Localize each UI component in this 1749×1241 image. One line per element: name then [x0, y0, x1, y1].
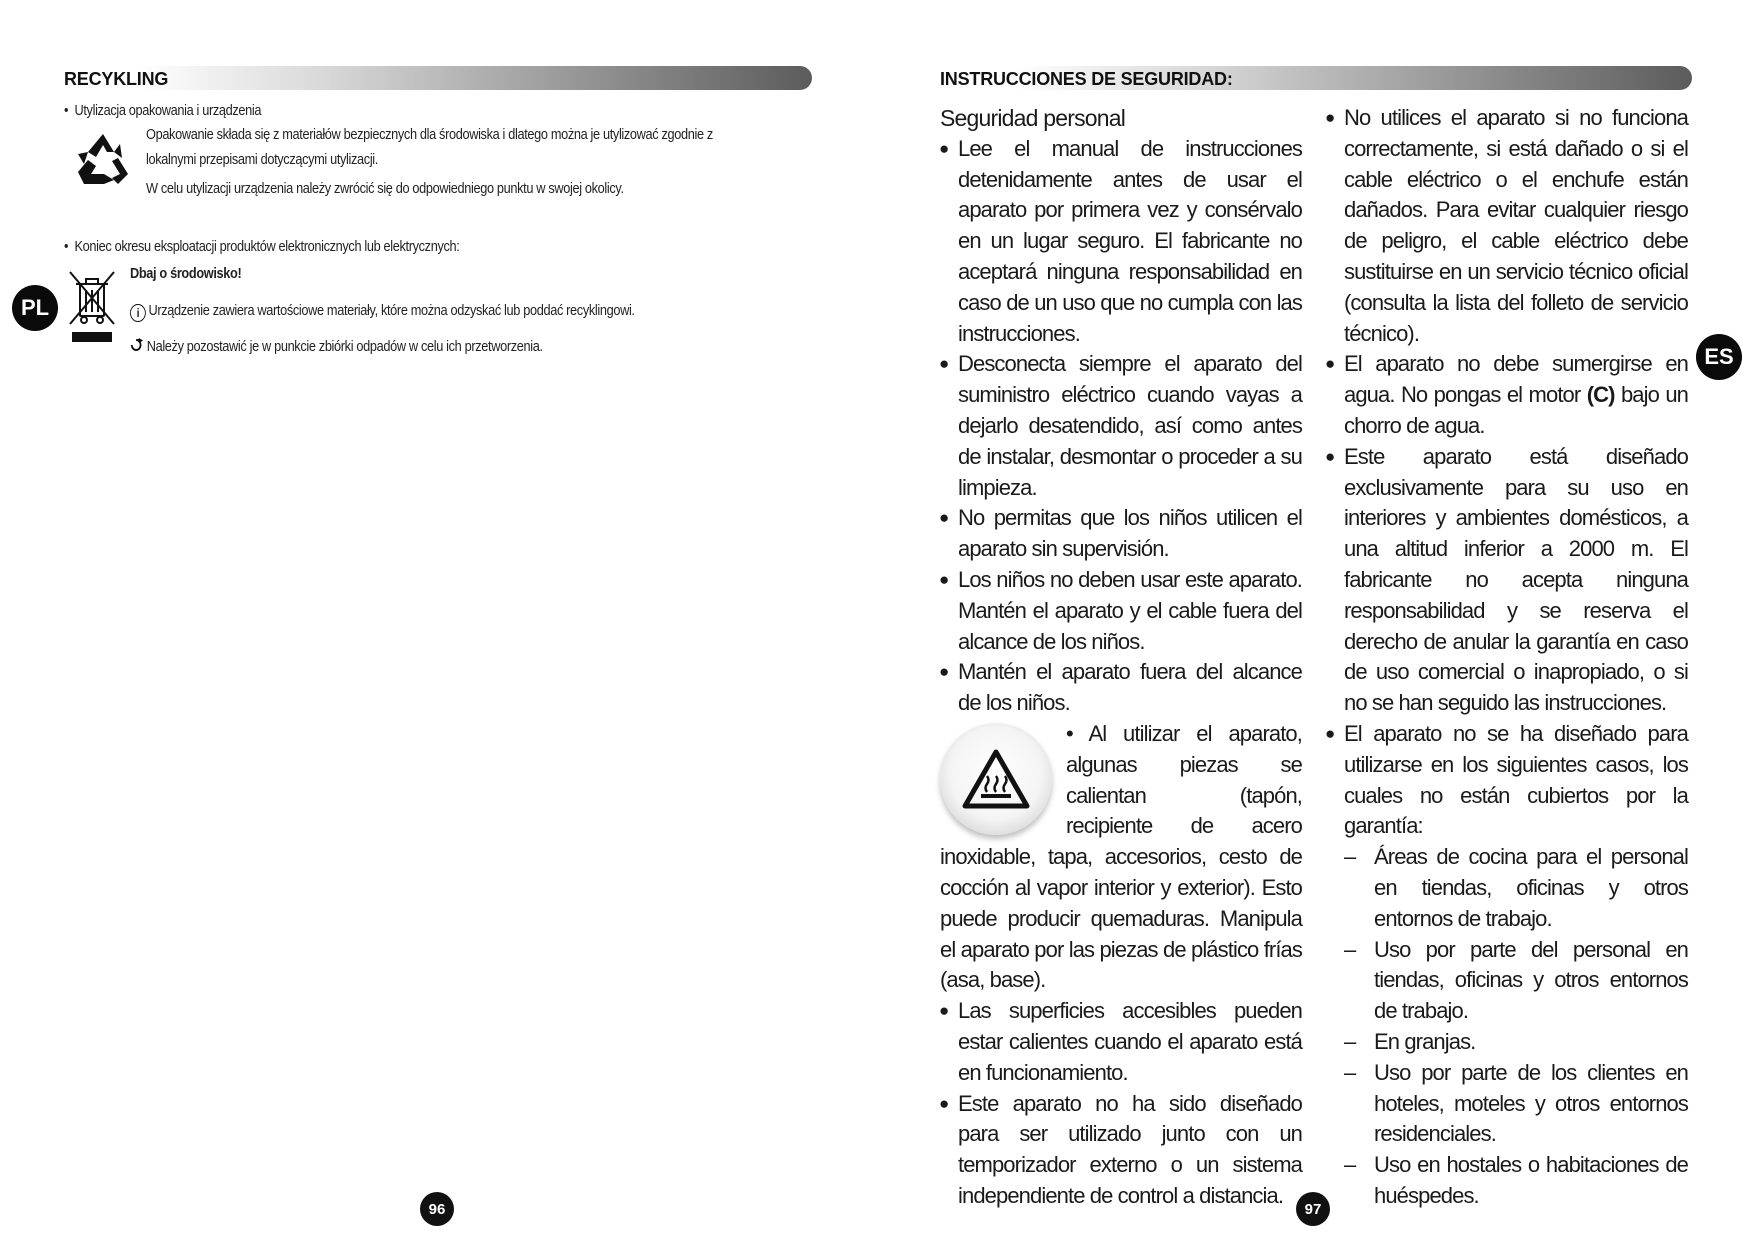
list-item: ● Este aparato está diseñado exclusivamente para su uso en interiores y ambientes domésticos, a una altitud inferior a 2000 m. El fabricante no acepta ninguna responsabilidad y se reserva el derecho de anular la garantía en caso de uso comercial o inapropiado, o si no se han seguido las instrucciones.: [1326, 442, 1688, 719]
hot-surface-icon: [940, 723, 1052, 835]
page-number-left: 96: [420, 1192, 454, 1226]
eco-line-2-text: Należy pozostawić je w punkcie zbiórki odpadów w celu ich przetworzenia.: [146, 339, 543, 355]
recycle-text-1: Opakowanie składa się z materiałów bezpiecznych dla środowiska i dlatego można je utylizować zgodnie z: [146, 127, 713, 143]
safety-list-2: [1326, 103, 1688, 1212]
list-item: ● Las superficies accesibles pueden estar calientes cuando el aparato está en funcionamiento.: [940, 996, 1302, 1088]
list-item-dash: – Uso en hostales o habitaciones de huéspedes.: [1326, 1150, 1688, 1212]
hot-surface-warning: [940, 719, 1302, 996]
safety-list-1: [940, 134, 1302, 719]
header-gradient-bar: [64, 66, 812, 90]
bullet-end-of-life: [64, 235, 459, 260]
bullet-dot: •: [64, 103, 75, 119]
list-item: ● Lee el manual de instrucciones detenidamente antes de usar el aparato por primera vez y consérvalo en un lugar seguro. El fabricante no aceptará ninguna responsabilidad en caso de un uso que no cumpla con las instrucciones.: [940, 134, 1302, 350]
lang-tab-pl: PL: [12, 285, 58, 331]
section-title-safety: INSTRUCCIONES DE SEGURIDAD:: [940, 69, 1233, 89]
list-item: ● Los niños no deben usar este aparato. Mantén el aparato y el cable fuera del alcance de los niños.: [940, 565, 1302, 657]
eco-title: Dbaj o środowisko!: [130, 266, 242, 282]
recycle-icon: [74, 130, 132, 188]
motor-label: (C): [1586, 382, 1615, 408]
bullet-packaging: [64, 99, 261, 124]
bullet-end-of-life-text: Koniec okresu eksploatacji produktów elektronicznych lub elektrycznych:: [74, 239, 460, 255]
section-title-recycling: RECYKLING: [64, 69, 169, 89]
motor-text-pre: El aparato no debe sumergirse en agua. No pongas el motor: [1344, 351, 1688, 408]
list-item: ● No utilices el aparato si no funciona correctamente, si está dañado o si el cable eléctrico o el enchufe están dañados. Para evitar cualquier riesgo de peligro, el cable eléctrico debe sustituirse en un servicio técnico oficial (consulta la lista del folleto de servicio técnico).: [1326, 103, 1688, 349]
eco-line-1: [130, 299, 635, 324]
list-item-dash: – Uso por parte de los clientes en hoteles, moteles y otros entornos residenciales.: [1326, 1058, 1688, 1150]
bullet-dot: •: [64, 239, 75, 255]
safety-column-1: [940, 103, 1302, 1212]
eco-line-2: [130, 335, 543, 360]
arrow-icon: [130, 336, 145, 350]
list-item-dash: – En granjas.: [1326, 1027, 1688, 1058]
recycle-text-2: W celu utylizacji urządzenia należy zwrócić się do odpowiedniego punktu w swojej okolicy.: [146, 181, 624, 197]
safety-column-2: [1326, 103, 1688, 1212]
weee-bin-icon: [66, 268, 118, 350]
info-icon: i: [130, 304, 146, 322]
motor-text-post: bajo un chorro de agua.: [1344, 382, 1689, 438]
eco-line-1-text: Urządzenie zawiera wartościowe materiały, które można odzyskać lub poddać recyklingowi.: [148, 303, 635, 319]
list-item: ● Este aparato no ha sido diseñado para ser utilizado junto con un temporizador externo o un sistema independiente de control a distancia.: [940, 1089, 1302, 1212]
list-item-motor: [1326, 349, 1688, 441]
safety-list-1b: [940, 996, 1302, 1212]
list-item-dash: – Uso por parte del personal en tiendas, oficinas y otros entornos de trabajo.: [1326, 935, 1688, 1027]
safety-header: [940, 66, 1692, 90]
recycling-header: [64, 66, 812, 90]
subtitle-personal-safety: Seguridad personal: [940, 105, 1126, 131]
hot-parts-text: • Al utilizar el aparato, algunas piezas se calientan (tapón, recipiente de acero inoxidable, tapa, accesorios, cesto de cocción al vapor interior y exterior). Esto puede producir quemaduras. Manipula el aparato por las piezas de plástico frías (asa, base).: [940, 720, 1302, 993]
bullet-packaging-text: Utylizacja opakowania i urządzenia: [74, 103, 262, 119]
list-item: ● Mantén el aparato fuera del alcance de los niños.: [940, 657, 1302, 719]
lang-tab-es: ES: [1696, 334, 1742, 380]
list-item: ● No permitas que los niños utilicen el aparato sin supervisión.: [940, 503, 1302, 565]
list-item: ● Desconecta siempre el aparato del suministro eléctrico cuando vayas a dejarlo desatendido, así como antes de instalar, desmontar o proceder a su limpieza.: [940, 349, 1302, 503]
list-item: ● El aparato no se ha diseñado para utilizarse en los siguientes casos, los cuales no están cubiertos por la garantía:: [1326, 719, 1688, 842]
list-item-dash: – Áreas de cocina para el personal en tiendas, oficinas y otros entornos de trabajo.: [1326, 842, 1688, 934]
page-number-right: 97: [1296, 1192, 1330, 1226]
recycle-text-1b: lokalnymi przepisami dotyczącymi utylizacji.: [146, 152, 378, 168]
